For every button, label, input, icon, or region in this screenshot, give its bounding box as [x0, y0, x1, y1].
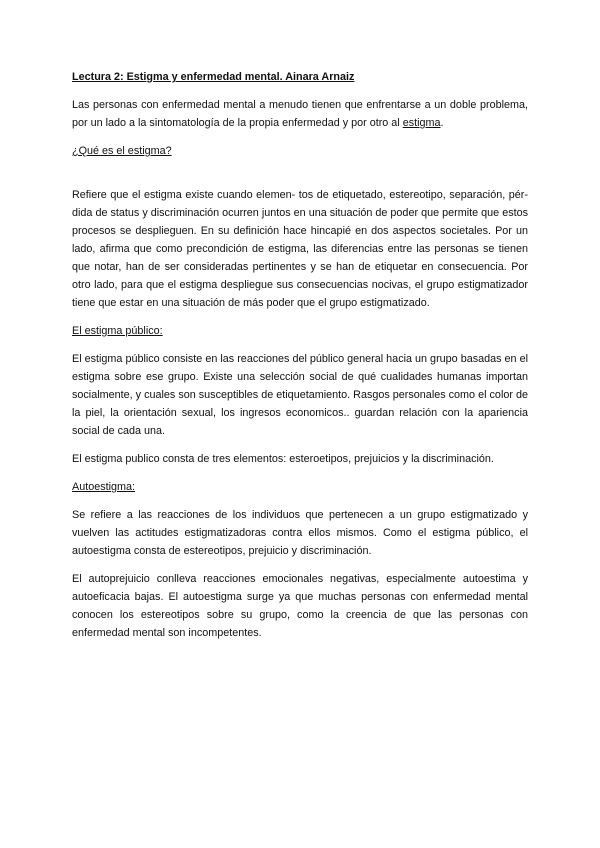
intro-text-end: .: [440, 117, 444, 129]
document-page: [72, 68, 528, 652]
intro-underlined-word: estigma: [402, 117, 441, 129]
section-paragraph: El estigma público consiste en las reacciones del público general hacia un grupo basadas en el estigma sobre ese grupo. Existe una selección social de qué cualidades humanas importan socialmente, y cuales son susceptibles de etiquetamiento. Rasgos personales como el color de la piel, la orientación sexual, los ingresos economicos.. guardan relación con la apariencia social de cada una.: [72, 353, 528, 437]
spacer: [72, 170, 528, 186]
section-heading-que-es-estigma: ¿Qué es el estigma?: [72, 145, 172, 157]
intro-paragraph: [72, 96, 528, 132]
section-heading-estigma-publico: El estigma público:: [72, 325, 163, 337]
section-paragraph: Refiere que el estigma existe cuando elemen- tos de etiquetado, estereotipo, separación, pér- dida de status y discriminación ocurren juntos en una situación de poder que permite que estos procesos se desplieguen. En su definición hace hincapié en dos aspectos societales. Por un lado, afirma que como precondición de estigma, las diferencias entre las personas se tienen que notar, han de ser consideradas pertinentes y se han de etiquetar en consecuencia. Por otro lado, para que el estigma despliegue sus consecuencias nocivas, el grupo estigmatizador tiene que estar en una situación de más poder que el grupo estigmatizado.: [72, 189, 528, 309]
section-paragraph: El autoprejuicio conlleva reacciones emocionales negativas, especialmente autoestima y autoeficacia bajas. El autoestigma surge ya que muchas personas con enfermedad mental conocen los estereotipos sobre su grupo, como la creencia de que las personas con enfermedad mental son incompetentes.: [72, 573, 528, 639]
intro-text: Las personas con enfermedad mental a menudo tienen que enfrentarse a un doble problema, por un lado a la sintomatología de la propia enfermedad y por otro al: [72, 99, 528, 129]
document-title: Lectura 2: Estigma y enfermedad mental. Ainara Arnaiz: [72, 71, 355, 83]
section-paragraph: El estigma publico consta de tres elementos: esteroetipos, prejuicios y la discriminación.: [72, 453, 494, 465]
section-paragraph: Se refiere a las reacciones de los individuos que pertenecen a un grupo estigmatizado y vuelven las actitudes estigmatizadoras contra ellos mismos. Como el estigma público, el autoestigma consta de estereotipos, prejuicio y discriminación.: [72, 509, 528, 557]
section-heading-autoestigma: Autoestigma:: [72, 481, 136, 493]
